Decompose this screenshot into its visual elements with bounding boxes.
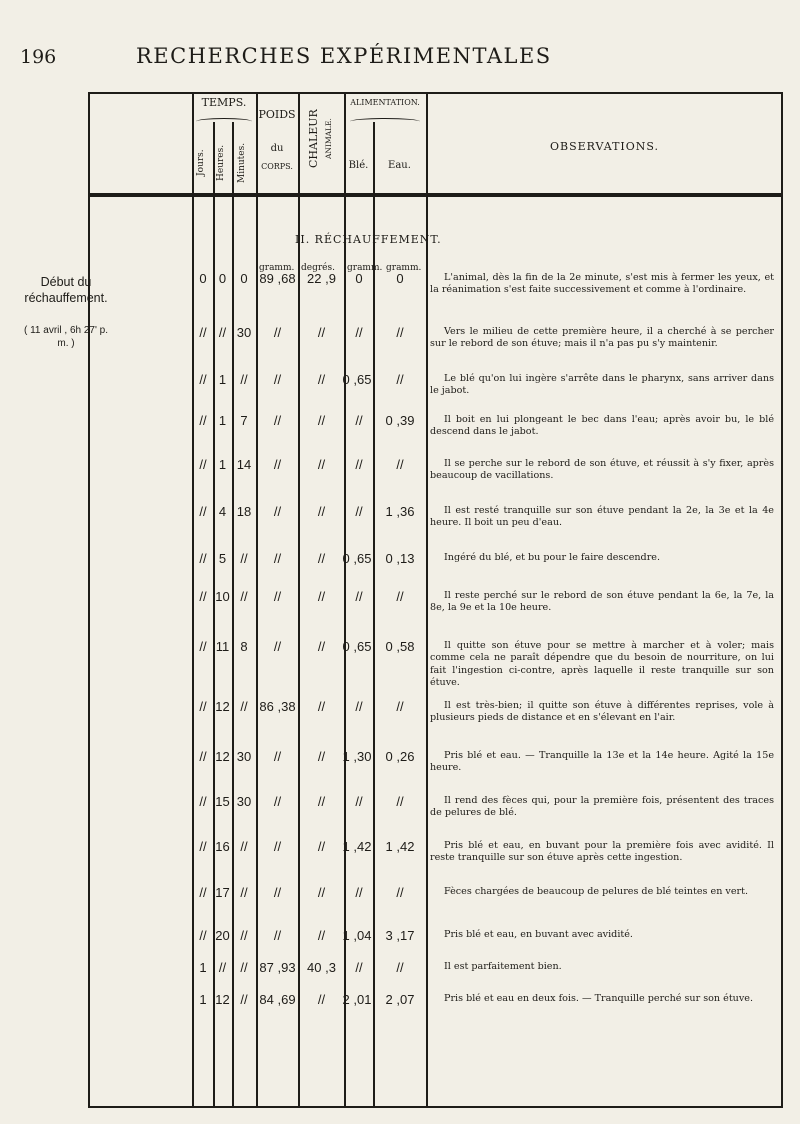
cell-poids: // — [273, 589, 282, 604]
cell-poids: 84 ,69 — [259, 992, 296, 1007]
observation-text: Il rend des fèces qui, pour la première fois, présentent des traces de pelures de blé. — [430, 795, 774, 819]
cell-chaleur: // — [317, 413, 326, 428]
cell-m: // — [240, 839, 248, 854]
cell-h: 10 — [215, 589, 230, 604]
header-alimentation: ALIMENTATION. — [350, 98, 420, 107]
header-chaleur-animale: ANIMALE. — [324, 118, 333, 160]
unit-poids: gramm. — [259, 263, 295, 273]
cell-h: 12 — [215, 749, 230, 764]
header-jours: Jours. — [196, 149, 206, 177]
cell-poids: // — [273, 551, 282, 566]
cell-m: // — [240, 372, 248, 387]
cell-j: // — [199, 589, 207, 604]
cell-ble: // — [355, 589, 363, 604]
header-heures: Heures. — [216, 144, 226, 182]
cell-m: 18 — [236, 504, 252, 519]
cell-poids: 89 ,68 — [259, 271, 296, 286]
cell-ble: // — [355, 413, 363, 428]
cell-ble: 0 ,65 — [342, 639, 372, 654]
cell-eau: // — [396, 589, 404, 604]
observation-text: Pris blé et eau, en buvant pour la première fois avec avidité. Il reste tranquille sur son étuve après cette ingestion. — [430, 840, 774, 864]
observation-text: Il est parfaitement bien. — [444, 961, 562, 972]
cell-m: // — [240, 928, 248, 943]
cell-eau: // — [396, 699, 404, 714]
observation-text: Le blé qu'on lui ingère s'arrête dans le pharynx, sans arriver dans le jabot. — [430, 373, 774, 397]
observation-text: Pris blé et eau, en buvant avec avidité. — [444, 929, 633, 940]
cell-m: // — [240, 885, 248, 900]
observation-text: Il reste perché sur le rebord de son étuve pendant la 6e, la 7e, la 8e, la 9e et la 10e heure. — [430, 590, 774, 614]
cell-h: // — [218, 960, 227, 975]
start-date: ( 11 avril , 6h 27' p. m. ) — [24, 325, 108, 349]
cell-h: 5 — [218, 551, 227, 566]
cell-j: // — [199, 794, 207, 809]
cell-ble: // — [355, 457, 363, 472]
cell-m: 8 — [240, 639, 248, 654]
cell-chaleur: // — [317, 699, 326, 714]
cell-eau: 1 ,42 — [385, 839, 415, 854]
cell-ble: 0 ,65 — [342, 551, 372, 566]
running-title: RECHERCHES EXPÉRIMENTALES — [136, 44, 552, 68]
cell-j: // — [199, 551, 207, 566]
observation-text: Il est très-bien; il quitte son étuve à différentes reprises, vole à plusieurs pieds de distance et en s'élevant en l'air. — [430, 700, 774, 724]
cell-h: 16 — [215, 839, 230, 854]
cell-eau: 2 ,07 — [385, 992, 415, 1007]
header-chaleur: CHALEUR — [307, 109, 320, 169]
cell-chaleur: // — [317, 839, 326, 854]
observation-text: L'animal, dès la fin de la 2e minute, s'est mis à fermer les yeux, et la réanimation s'est faite successivement et comme à l'ordinaire. — [430, 272, 774, 296]
cell-ble: // — [355, 794, 363, 809]
cell-h: 0 — [218, 271, 227, 286]
cell-h: 1 — [218, 372, 227, 387]
start-label: Début du réchauffement. — [24, 275, 108, 305]
cell-poids: // — [273, 372, 282, 387]
cell-j: // — [199, 839, 207, 854]
cell-poids: // — [273, 749, 282, 764]
unit-ble: gramm. — [347, 263, 383, 273]
cell-h: 15 — [215, 794, 230, 809]
unit-chaleur: degrés. — [301, 263, 335, 273]
cell-j: // — [199, 749, 207, 764]
cell-eau: // — [396, 885, 404, 900]
header-temps-brace — [196, 118, 252, 125]
cell-h: 20 — [215, 928, 230, 943]
cell-poids: // — [273, 885, 282, 900]
header-poids-corps: CORPS. — [261, 162, 293, 171]
header-observations: OBSERVATIONS. — [549, 140, 660, 153]
observation-text: Il est resté tranquille sur son étuve pendant la 2e, la 3e et la 4e heure. Il boit un peu d'eau. — [430, 505, 774, 529]
header-eau: Eau. — [388, 160, 411, 171]
header-poids-du: du — [270, 143, 284, 154]
cell-eau: 0 ,26 — [385, 749, 415, 764]
cell-ble: 1 ,30 — [342, 749, 372, 764]
cell-m: 30 — [236, 794, 252, 809]
section-title: II. RÉCHAUFFEMENT. — [295, 233, 442, 246]
cell-eau: 1 ,36 — [385, 504, 415, 519]
cell-ble: 0 — [355, 271, 363, 286]
cell-chaleur: // — [317, 504, 326, 519]
header-minutes: Minutes. — [237, 142, 247, 184]
cell-m: // — [240, 589, 248, 604]
cell-h: 12 — [215, 992, 230, 1007]
observation-text: Fèces chargées de beaucoup de pelures de blé teintes en vert. — [444, 886, 749, 897]
observation-text: Ingéré du blé, et bu pour le faire descendre. — [444, 552, 661, 563]
cell-eau: 3 ,17 — [385, 928, 415, 943]
cell-chaleur: // — [317, 928, 326, 943]
page-header — [0, 0, 800, 80]
cell-eau: // — [396, 794, 404, 809]
cell-j: // — [199, 372, 207, 387]
cell-poids: // — [273, 839, 282, 854]
cell-poids: // — [273, 325, 282, 340]
cell-chaleur: // — [317, 551, 326, 566]
cell-h: 1 — [218, 457, 227, 472]
cell-h: 11 — [215, 639, 230, 654]
cell-m: // — [240, 551, 248, 566]
cell-j: 0 — [199, 271, 207, 286]
cell-h: // — [218, 325, 227, 340]
cell-ble: 1 ,42 — [342, 839, 372, 854]
cell-eau: // — [396, 960, 404, 975]
observation-text: Il quitte son étuve pour se mettre à marcher et à voler; mais comme cela ne paraît dépendre que du besoin de nourriture, on lui fait l'ingestion ci-contre, après laquelle il reste tranquille sur son étuve. — [430, 640, 774, 688]
cell-j: // — [199, 457, 207, 472]
cell-poids: // — [273, 504, 282, 519]
page-number: 196 — [20, 46, 57, 68]
cell-j: 1 — [199, 992, 207, 1007]
cell-j: // — [199, 504, 207, 519]
cell-h: 4 — [218, 504, 227, 519]
cell-chaleur: 40 ,3 — [307, 960, 336, 975]
cell-chaleur: // — [317, 794, 326, 809]
cell-ble: // — [355, 885, 363, 900]
cell-chaleur: // — [317, 457, 326, 472]
cell-poids: 86 ,38 — [259, 699, 296, 714]
cell-chaleur: // — [317, 589, 326, 604]
cell-chaleur: 22 ,9 — [307, 271, 336, 286]
header-poids: POIDS — [258, 108, 296, 121]
cell-chaleur: // — [317, 372, 326, 387]
cell-eau: 0 — [396, 271, 404, 286]
cell-j: // — [199, 413, 207, 428]
cell-poids: // — [273, 794, 282, 809]
cell-j: // — [199, 639, 207, 654]
cell-chaleur: // — [317, 325, 326, 340]
observation-text: Pris blé et eau. — Tranquille la 13e et la 14e heure. Agité la 15e heure. — [430, 750, 774, 774]
cell-eau: 0 ,39 — [385, 413, 415, 428]
cell-poids: 87 ,93 — [259, 960, 296, 975]
header-alimentation-brace — [350, 118, 420, 125]
cell-h: 17 — [215, 885, 230, 900]
observation-text: Vers le milieu de cette première heure, il a cherché à se percher sur le rebord de son étuve; mais il n'a pas pu s'y maintenir. — [430, 326, 774, 350]
cell-chaleur: // — [317, 885, 326, 900]
cell-eau: // — [396, 325, 404, 340]
cell-h: 1 — [218, 413, 227, 428]
cell-poids: // — [273, 413, 282, 428]
cell-m: 14 — [236, 457, 252, 472]
cell-ble: // — [355, 699, 363, 714]
cell-eau: 0 ,58 — [385, 639, 415, 654]
cell-m: 30 — [236, 325, 252, 340]
cell-m: // — [240, 960, 248, 975]
header-temps: TEMPS. — [201, 96, 247, 109]
cell-eau: // — [396, 372, 404, 387]
cell-j: // — [199, 928, 207, 943]
cell-ble: // — [355, 504, 363, 519]
observation-text: Pris blé et eau en deux fois. — Tranquille perché sur son étuve. — [444, 993, 753, 1004]
cell-j: // — [199, 885, 207, 900]
cell-m: // — [240, 992, 248, 1007]
observation-text: Il boit en lui plongeant le bec dans l'eau; après avoir bu, le blé descend dans le jabot. — [430, 414, 774, 438]
cell-ble: // — [355, 960, 363, 975]
cell-chaleur: // — [317, 639, 326, 654]
cell-eau: 0 ,13 — [385, 551, 415, 566]
cell-ble: // — [355, 325, 363, 340]
header-ble: Blé. — [348, 160, 369, 171]
cell-m: 7 — [240, 413, 248, 428]
cell-eau: // — [396, 457, 404, 472]
cell-m: 30 — [236, 749, 252, 764]
cell-j: 1 — [199, 960, 207, 975]
cell-m: 0 — [240, 271, 248, 286]
cell-j: // — [199, 325, 207, 340]
cell-poids: // — [273, 639, 282, 654]
unit-eau: gramm. — [386, 263, 422, 273]
cell-m: // — [240, 699, 248, 714]
cell-ble: 2 ,01 — [342, 992, 372, 1007]
cell-chaleur: // — [317, 749, 326, 764]
cell-chaleur: // — [317, 992, 326, 1007]
cell-poids: // — [273, 457, 282, 472]
cell-ble: 0 ,65 — [342, 372, 372, 387]
cell-j: // — [199, 699, 207, 714]
cell-ble: 1 ,04 — [342, 928, 372, 943]
cell-h: 12 — [215, 699, 230, 714]
observation-text: Il se perche sur le rebord de son étuve, et réussit à s'y fixer, après beaucoup de vacillations. — [430, 458, 774, 482]
cell-poids: // — [273, 928, 282, 943]
